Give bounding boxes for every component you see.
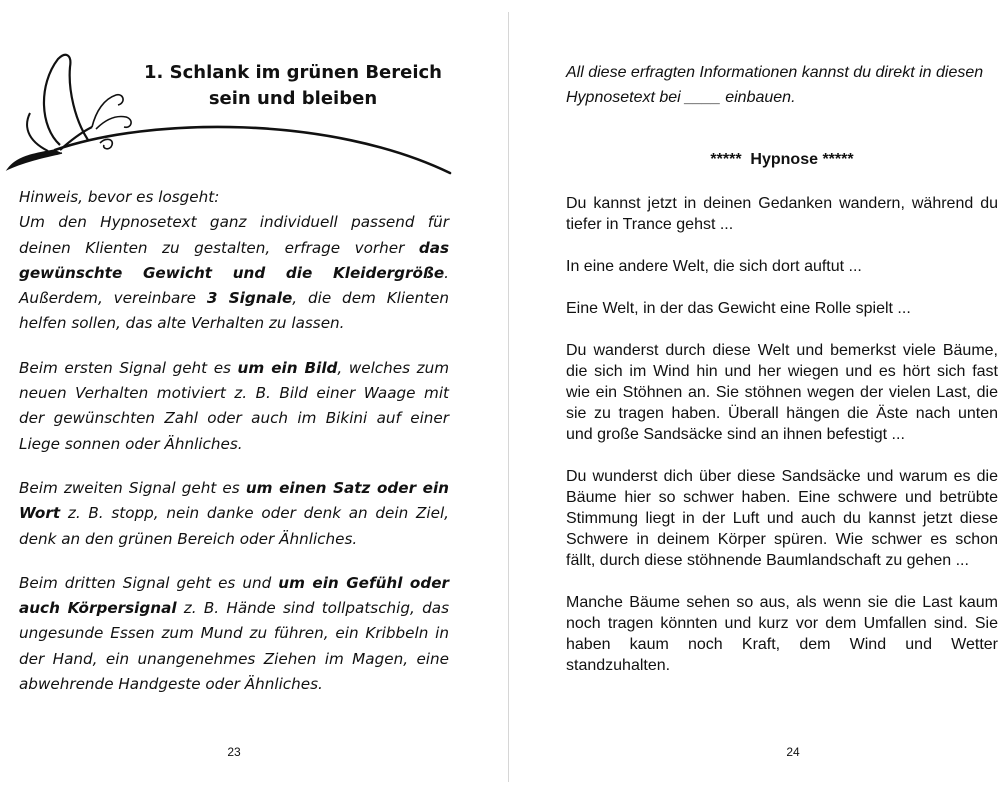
emphasis-text: um ein Gefühl oder auch Körpersignal [19,573,449,618]
emphasis-text: 3 Signale [206,289,293,308]
emphasis-text: um einen Satz oder ein Wort [19,478,449,523]
right-page-body [566,193,998,697]
hypnosis-paragraph: Eine Welt, in der das Gewicht eine Rolle spielt ... [566,300,911,317]
hypnosis-paragraph: In eine andere Welt, die sich dort auftut ... [566,258,862,275]
paragraph-text: z. B. Hände sind tollpatschig, das ungesunde Essen zum Mund zu führen, ein Kribbeln in der Hand, ein unangenehmes Ziehen im Magen, eine abwehrende Handgeste oder Ähnliches. [19,599,449,694]
right-page [510,0,1000,800]
page-number-left: 23 [227,745,241,759]
chapter-title-line2: sein und bleiben [208,88,378,109]
hypnosis-paragraph: Du wunderst dich über diese Sandsäcke und warum es die Bäume hier so schwer haben. Eine schwere und betrübte Stimmung liegt in der Luft und auch du kannst jetzt diese Schwere in deinem Körper spüren. Wie schwer es schon fällt, durch diese stöhnende Baumlandschaft zu gehen ... [566,468,998,569]
paragraph-text: Hinweis, bevor es losgeht: [19,188,220,206]
left-paragraph [19,356,449,457]
hypnosis-heading: ***** Hypnose ***** [710,151,854,168]
paragraph-text: , die dem Klienten helfen sollen, das alte Verhalten zu lassen. [19,289,449,333]
emphasis-text: das gewünschte Gewicht und die Kleidergröße [19,238,449,282]
paragraph-text: . Außerdem, vereinbare [19,263,449,308]
left-page-body [19,185,449,716]
emphasis-text: um ein Bild [237,358,338,377]
paragraph-text: z. B. stopp, nein danke oder denk an dein Ziel, denk an den grünen Bereich oder Ähnliches. [19,504,449,548]
hypnosis-paragraph: Du kannst jetzt in deinen Gedanken wandern, während du tiefer in Trance gehst ... [566,195,998,233]
paragraph-text: Beim zweiten Signal geht es [19,478,246,497]
intro-text: All diese erfragten Informationen kannst du direkt in diesen Hypnosetext bei ____ einbauen. [566,64,984,106]
page-divider [508,12,509,782]
hypnosis-paragraph: Du wanderst durch diese Welt und bemerkst viele Bäume, die sich im Wind hin und her wiegen und es hört sich fast wie ein Stöhnen an. Sie stöhnen wegen der vielen Last, die sie zu tragen haben. Überall hängen die Äste nach unten und große Sandsäcke sind an ihnen befestigt ... [566,342,998,443]
paragraph-text: Beim ersten Signal geht es [19,358,238,377]
page-number-right: 24 [786,745,800,759]
paragraph-text: Beim dritten Signal geht es und [19,573,279,592]
paragraph-text: Um den Hypnosetext ganz individuell passend für deinen Klienten zu gestalten, erfrage vorher [19,213,449,257]
left-paragraph [19,476,449,552]
left-paragraph [19,571,449,697]
chapter-title [128,60,458,112]
paragraph-text: , welches zum neuen Verhalten motiviert z. B. Bild einer Waage mit der gewünschten Zahl oder auch im Bikini auf einer Liege sonnen oder Ähnliches. [19,358,450,453]
hypnosis-paragraph: Manche Bäume sehen so aus, als wenn sie die Last kaum noch tragen könnten und kurz vor dem Umfallen sind. Sie haben kaum noch Kraft, dem Wind und Wetter standzuhalten. [566,594,998,674]
chapter-title-line1: 1. Schlank im grünen Bereich [144,62,442,83]
left-paragraph [19,185,449,337]
